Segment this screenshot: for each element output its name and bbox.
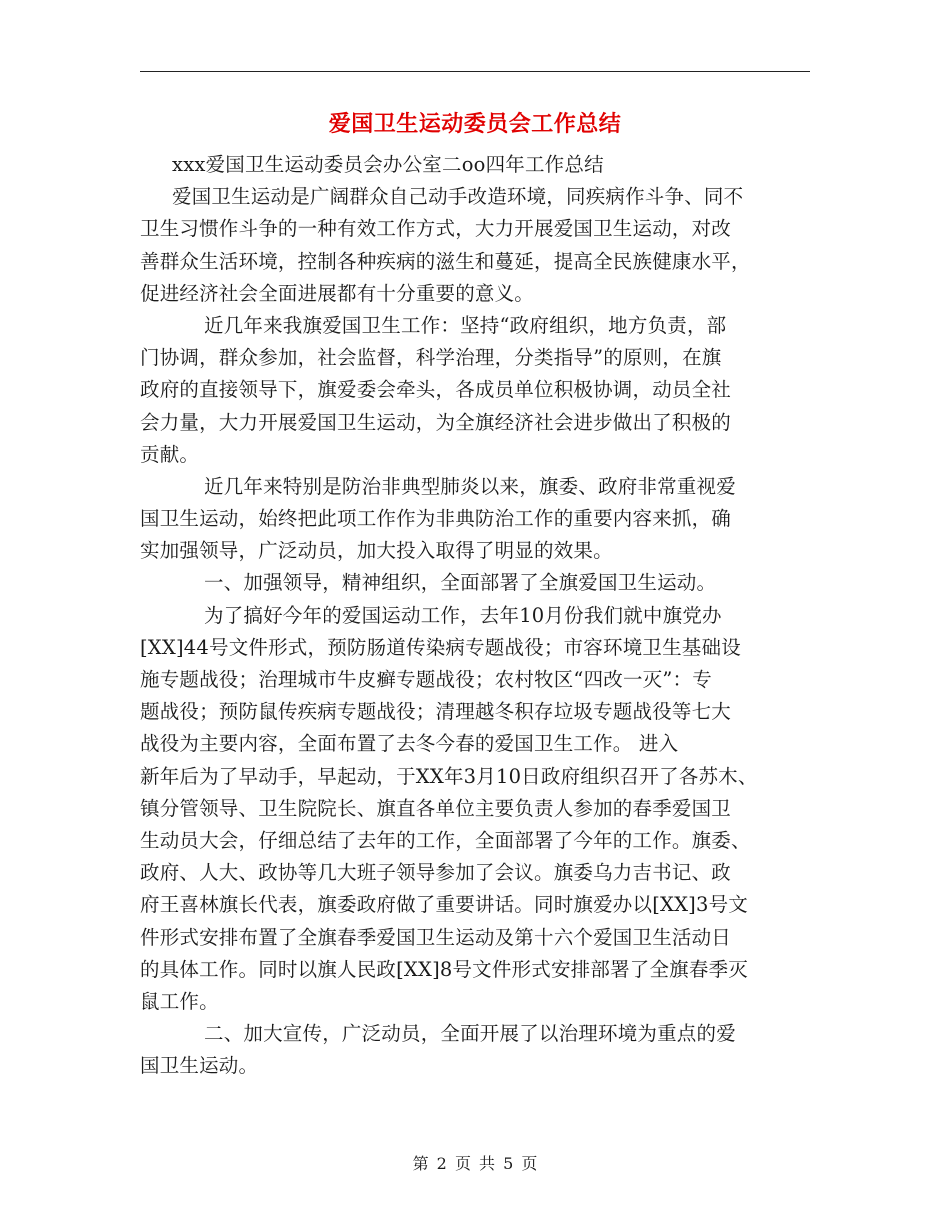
- body-line: xxx爱国卫生运动委员会办公室二oo四年工作总结: [172, 153, 604, 176]
- document-title: 爱国卫生运动委员会工作总结: [328, 112, 622, 137]
- body-line: 政府的直接领导下，旗爱委会牵头，各成员单位积极协调，动员全社: [140, 378, 732, 402]
- body-line: 件形式安排布置了全旗春季爱国卫生运动及第十六个爱国卫生活动日: [140, 925, 732, 949]
- body-line: 贡献。: [140, 442, 200, 466]
- body-line: 府王喜林旗长代表，旗委政府做了重要讲话。同时旗爱办以[XX]3号文: [140, 893, 748, 917]
- body-line: 施专题战役；治理城市牛皮癣专题战役；农村牧区“四改一灭”：专: [140, 668, 712, 691]
- body-line: 的具体工作。同时以旗人民政[XX]8号文件形式安排部署了全旗春季灭: [140, 957, 748, 981]
- body-line: 实加强领导，广泛动员，加大投入取得了明显的效果。: [140, 539, 613, 563]
- body-line: 门协调，群众参加，社会监督，科学治理，分类指导”的原则，在旗: [140, 346, 722, 370]
- body-line: 新年后为了早动手，早起动，于XX年3月10日政府组织召开了各苏木、: [140, 764, 758, 788]
- body-line: 题战役；预防鼠传疾病专题战役；清理越冬积存垃圾专题战役等七大: [140, 700, 732, 724]
- body-line: 为了搞好今年的爱国运动工作，去年10月份我们就中旗党办: [204, 603, 722, 627]
- body-line: 善群众生活环境，控制各种疾病的滋生和蔓延，提高全民族健康水平，: [140, 249, 751, 273]
- body-line: 鼠工作。: [140, 989, 219, 1013]
- body-line: 镇分管领导、卫生院院长、旗直各单位主要负责人参加的春季爱国卫: [140, 796, 732, 820]
- body-line: 近几年来我旗爱国卫生工作：坚持“政府组织，地方负责，部: [204, 313, 727, 337]
- body-line: 近几年来特别是防治非典型肺炎以来，旗委、政府非常重视爱: [204, 474, 736, 498]
- body-line: 促进经济社会全面进展都有十分重要的意义。: [140, 281, 535, 305]
- body-line: 战役为主要内容，全面布置了去冬今春的爱国卫生工作。 进入: [140, 732, 679, 756]
- body-line: 国卫生运动。: [140, 1054, 259, 1078]
- header-rule: [140, 71, 810, 72]
- body-line: 爱国卫生运动是广阔群众自己动手改造环境，同疾病作斗争、同不: [172, 185, 744, 209]
- body-line: 生动员大会，仔细总结了去年的工作，全面部署了今年的工作。旗委、: [140, 828, 751, 852]
- page-number-footer: 第 2 页 共 5 页: [412, 1154, 538, 1173]
- body-line: 国卫生运动，始终把此项工作作为非典防治工作的重要内容来抓，确: [140, 507, 732, 531]
- body-line: 政府、人大、政协等几大班子领导参加了会议。旗委乌力吉书记、政: [140, 861, 732, 885]
- body-line: 会力量，大力开展爱国卫生运动，为全旗经济社会进步做出了积极的: [140, 410, 732, 434]
- body-line: 卫生习惯作斗争的一种有效工作方式，大力开展爱国卫生运动，对改: [140, 217, 732, 241]
- body-line: [XX]44号文件形式，预防肠道传染病专题战役；市容环境卫生基础设: [140, 635, 741, 659]
- body-line: 一、加强领导，精神组织，全面部署了全旗爱国卫生运动。: [204, 571, 717, 595]
- body-line: 二、加大宣传，广泛动员，全面开展了以治理环境为重点的爱: [204, 1022, 736, 1046]
- document-body: [140, 149, 840, 1082]
